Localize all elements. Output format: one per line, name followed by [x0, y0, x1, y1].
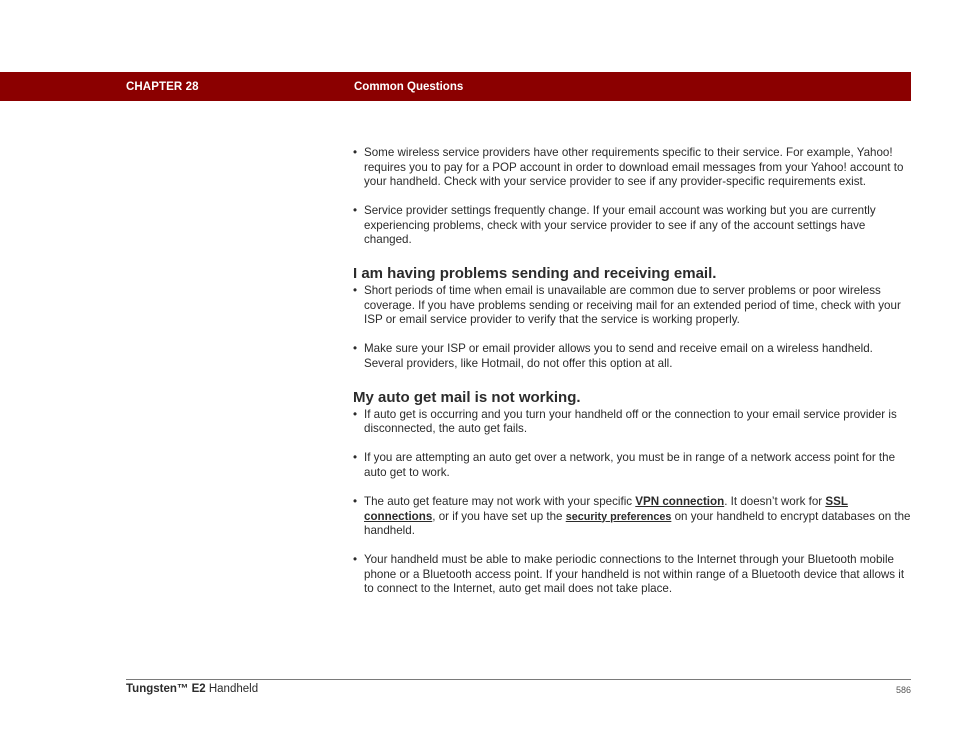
- section-title: Common Questions: [354, 81, 464, 93]
- list-item: [353, 204, 913, 248]
- bullet-text-a: The auto get feature may not work with your specific: [364, 494, 636, 508]
- list-item: [353, 284, 913, 328]
- bullet-text: If you are attempting an auto get over a network, you must be in range of a network access point for the auto get to work.: [364, 451, 896, 479]
- list-item: [353, 342, 913, 371]
- footer-divider: [126, 679, 911, 680]
- bullet-icon: •: [353, 284, 358, 298]
- vpn-connection-link[interactable]: VPN connection: [635, 494, 725, 508]
- bullet-text: Make sure your ISP or email provider allows you to send and receive email on a wireless handheld. Several providers, like Hotmail, do not offer this option at all.: [364, 342, 873, 370]
- list-item: [353, 451, 913, 480]
- bullet-text-c: , or if you have set up the: [432, 509, 566, 523]
- bullet-text: Service provider settings frequently change. If your email account was working but you are currently experiencing problems, check with your service provider to see if any of the account settings have changed.: [364, 204, 876, 247]
- page-content: [353, 146, 913, 597]
- ssl-connections-link[interactable]: SSL connections: [364, 494, 848, 523]
- bullet-icon: •: [353, 451, 358, 465]
- list-item: [353, 495, 913, 539]
- bullet-icon: •: [353, 407, 358, 421]
- bullet-text: Short periods of time when email is unavailable are common due to server problems or poor wireless coverage. If you have problems sending or receiving mail for an extended period of time, check with your ISP or email service provider to verify that the service is working properly.: [364, 284, 901, 327]
- list-item: [353, 146, 913, 190]
- bullet-icon: •: [353, 342, 358, 356]
- bullet-text-d: on your handheld to encrypt databases on the handheld.: [364, 509, 911, 538]
- list-item: [353, 408, 913, 437]
- bullet-icon: •: [353, 553, 358, 567]
- bullet-icon: •: [353, 204, 358, 218]
- chapter-label: CHAPTER 28: [126, 81, 199, 93]
- bullet-icon: •: [353, 146, 358, 159]
- section-heading-auto-get-mail: My auto get mail is not working.: [353, 388, 581, 406]
- bullet-icon: •: [353, 494, 358, 508]
- page-number: 586: [895, 685, 911, 695]
- product-suffix: Handheld: [205, 683, 259, 695]
- bullet-text-b: . It doesn’t work for: [724, 494, 826, 508]
- security-preferences-link[interactable]: security preferences: [565, 510, 672, 523]
- section-heading-email-problems: I am having problems sending and receiving email.: [353, 265, 717, 283]
- bullet-text: Your handheld must be able to make periodic connections to the Internet through your Bluetooth mobile phone or a Bluetooth access point. If your handheld is not within range of a Bluetooth device that allows it to connect to the Internet, auto get mail does not take place.: [364, 553, 905, 596]
- bullet-text: If auto get is occurring and you turn your handheld off or the connection to your email service provider is disconnected, the auto get fails.: [364, 407, 897, 436]
- bullet-text: Some wireless service providers have other requirements specific to their service. For example, Yahoo! requires you to pay for a POP account in order to download email messages from your Yahoo! account to your handheld. Check with your service provider to see if any provider-specific requirements exist.: [364, 146, 904, 189]
- footer-product-name: [126, 683, 258, 695]
- list-item: [353, 553, 913, 597]
- product-model: Tungsten™ E2: [126, 683, 206, 695]
